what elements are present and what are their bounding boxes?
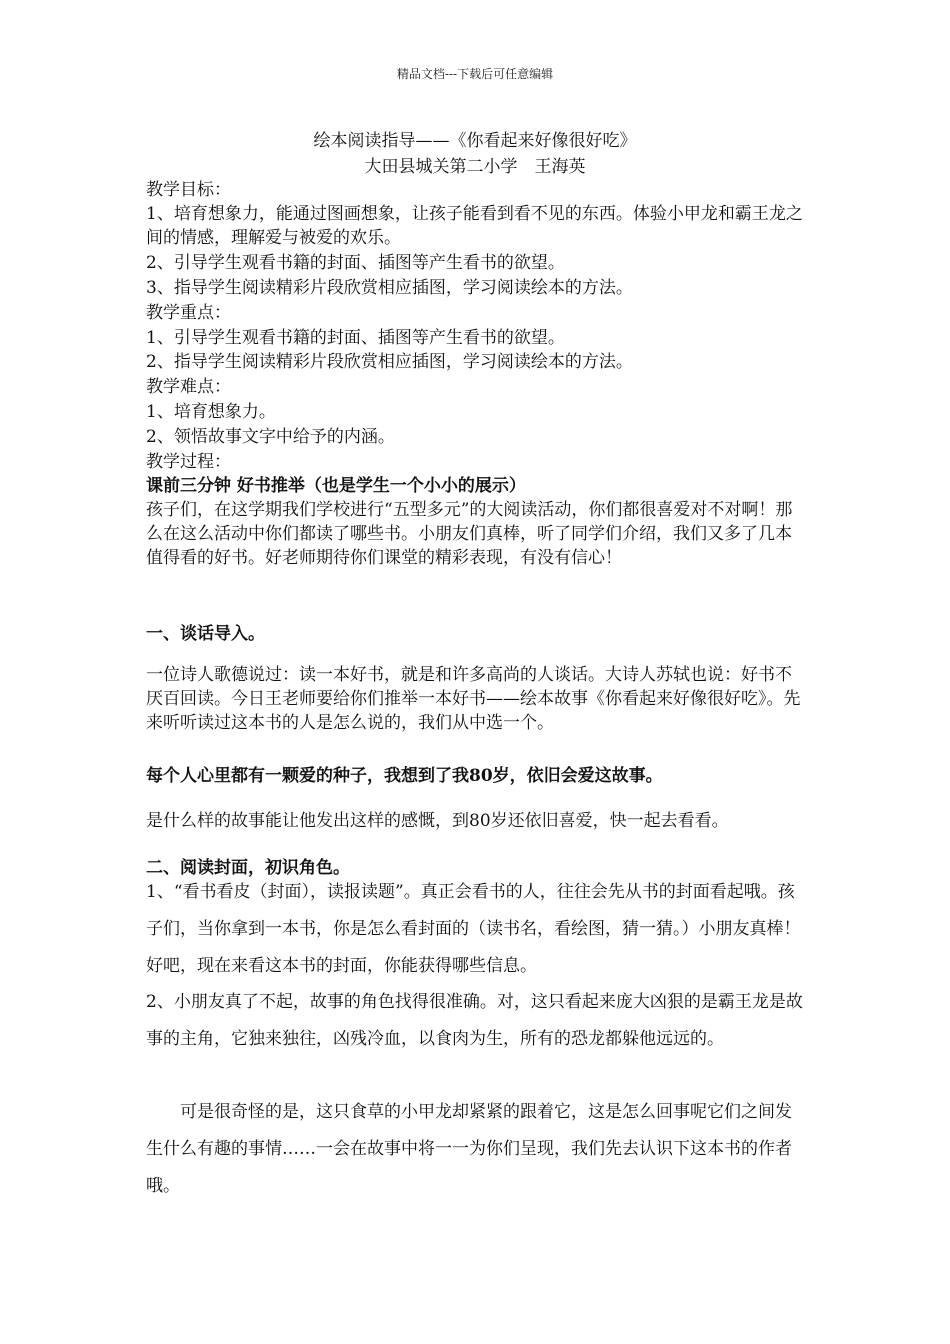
quote-follow-text: 是什么样的故事能让他发出这样的感慨，到80岁还依旧喜爱，快一起去看看。 (146, 811, 729, 831)
section2-title: 二、阅读封面，初识角色。 (146, 858, 350, 878)
pre-class-text: 孩子们，在这学期我们学校进行“五型多元”的大阅读活动，你们都很喜爱对不对啊！那么在这么活动中你们都读了哪些书。小朋友们真棒，听了同学们介绍，我们又多了几本值得看的好书。好老师期待你们课堂的精彩表现，有没有信心！ (146, 500, 793, 568)
difficulties-heading: 教学难点： (146, 377, 231, 397)
objectives-heading: 教学目标： (146, 180, 231, 200)
pre-class-title: 课前三分钟 好书推举（也是学生一个小小的展示） (146, 476, 526, 496)
objective-item: 3、指导学生阅读精彩片段欣赏相应插图，学习阅读绘本的方法。 (146, 278, 633, 298)
section2-paragraph: 2、小朋友真了不起，故事的角色找得很准确。对，这只看起来庞大凶狠的是霸王龙是故事的主角，它独来独往，凶残冷血，以食肉为生，所有的恐龙都躲他远远的。 (146, 992, 803, 1049)
objective-item: 1、培育想象力，能通过图画想象，让孩子能看到看不见的东西。体验小甲龙和霸王龙之间的情感，理解爱与被爱的欢乐。 (146, 204, 803, 248)
section2-paragraph: 可是很奇怪的是，这只食草的小甲龙却紧紧的跟着它，这是怎么回事呢它们之间发生什么有趣的事情……一会在故事中将一一为你们呈现，我们先去认识下这本书的作者哦。 (146, 1102, 792, 1196)
keypoint-item: 2、指导学生阅读精彩片段欣赏相应插图，学习阅读绘本的方法。 (146, 352, 633, 372)
quote-text: 每个人心里都有一颗爱的种子，我想到了我80岁，依旧会爱这故事。 (146, 766, 663, 786)
page-header: 精品文档---下载后可任意编辑 (396, 67, 554, 81)
objective-item: 2、引导学生观看书籍的封面、插图等产生看书的欲望。 (146, 253, 565, 273)
section1-text: 一位诗人歌德说过：读一本好书，就是和许多高尚的人谈话。大诗人苏轼也说：好书不厌百回读。今日王老师要给你们推举一本好书——绘本故事《你看起来好像很好吃》。先来听听读过这本书的人是怎么说的，我们从中选一个。 (146, 665, 801, 733)
section1-title: 一、谈话导入。 (146, 624, 265, 644)
difficulty-item: 2、领悟故事文字中给予的内涵。 (146, 427, 395, 447)
document-author: 大田县城关第二小学 王海英 (364, 157, 586, 177)
keypoints-heading: 教学重点： (146, 303, 231, 323)
document-title: 绘本阅读指导——《你看起来好像很好吃》 (313, 131, 637, 151)
keypoint-item: 1、引导学生观看书籍的封面、插图等产生看书的欲望。 (146, 328, 565, 348)
process-heading: 教学过程： (146, 452, 231, 472)
section2-paragraph: 1、“看书看皮（封面），读报读题”。真正会看书的人，往往会先从书的封面看起哦。孩子们，当你拿到一本书，你是怎么看封面的（读书名，看绘图，猜一猜。）小朋友真棒！好吧，现在来看这本书的封面，你能获得哪些信息。 (146, 882, 801, 976)
difficulty-item: 1、培育想象力。 (146, 402, 276, 422)
